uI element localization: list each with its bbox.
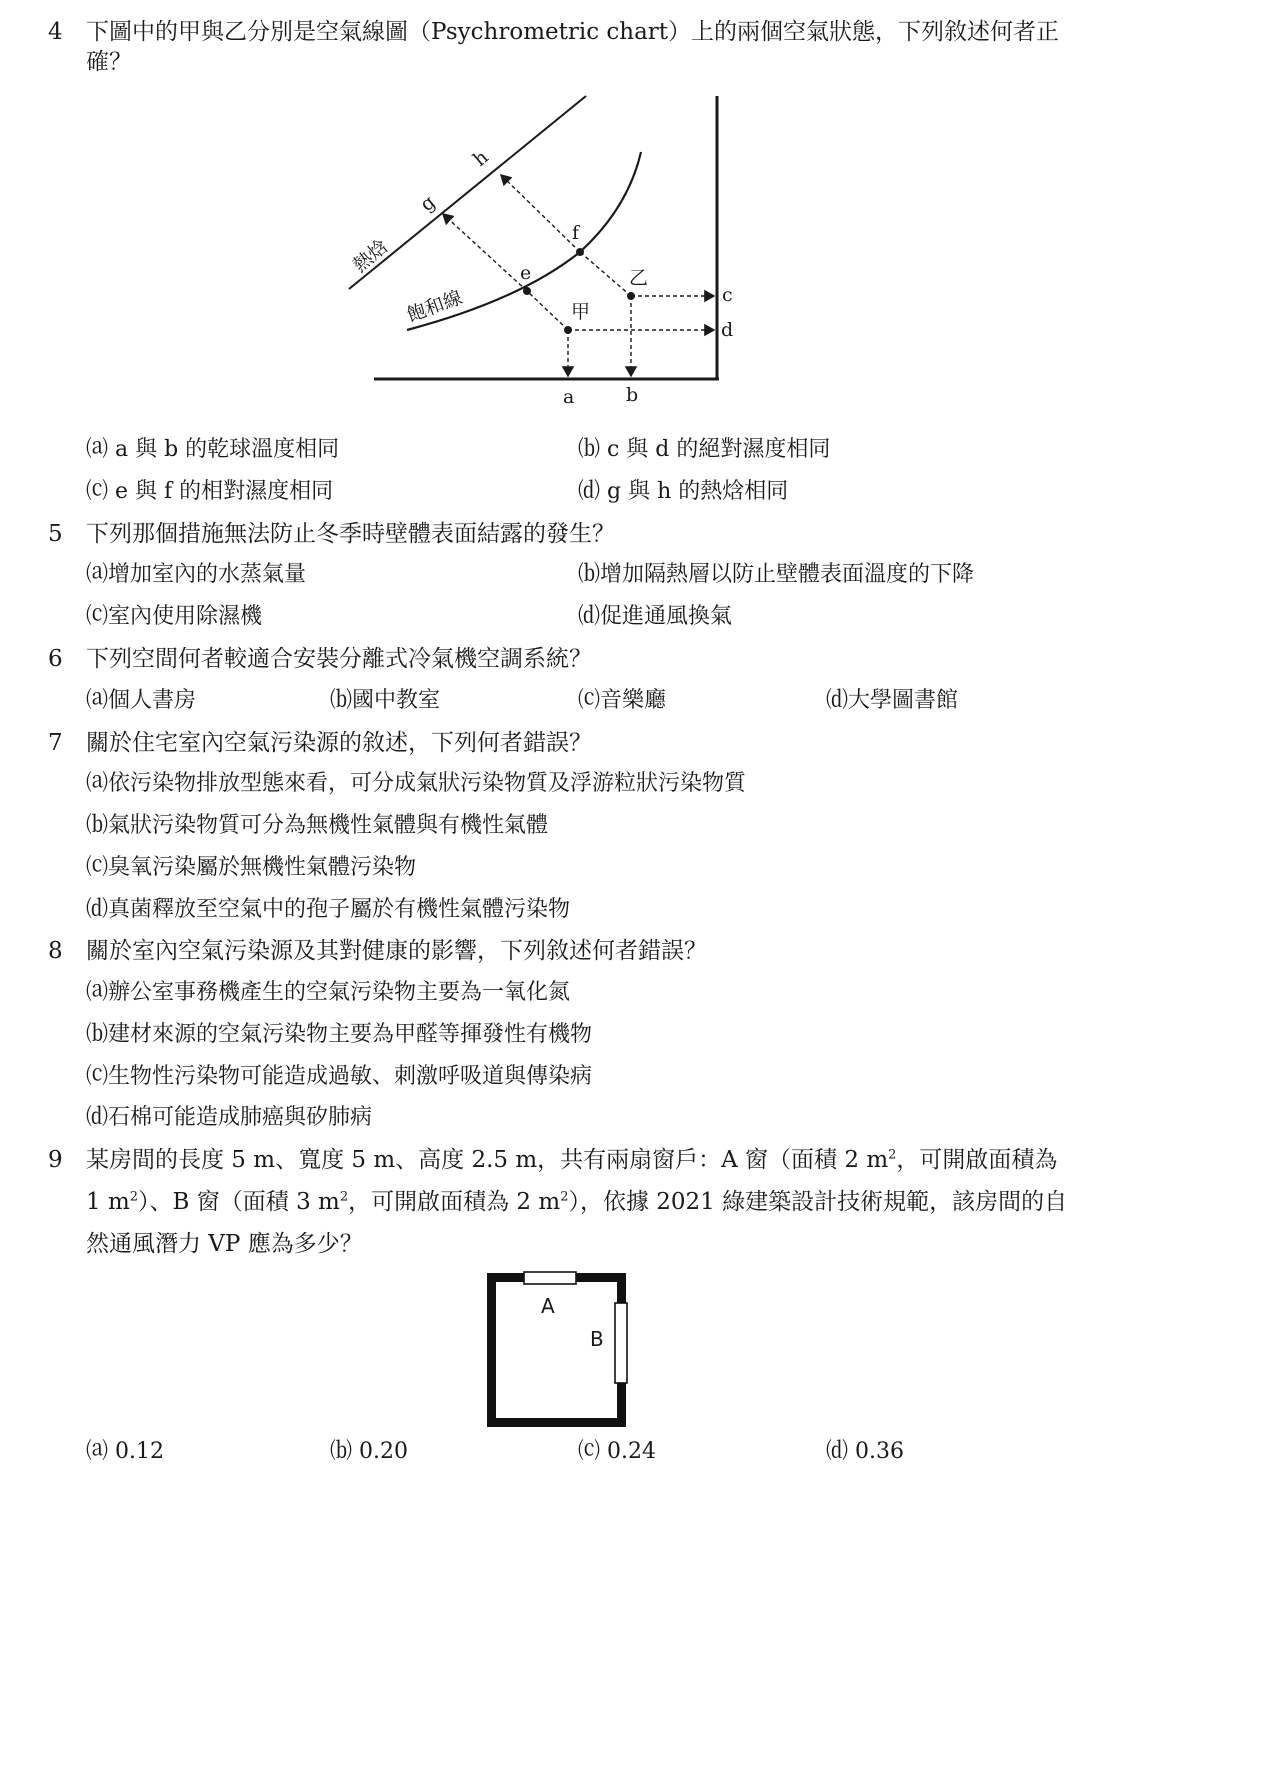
window-a-rect (524, 1272, 576, 1284)
point-jia-dot (564, 326, 572, 334)
q9-line2-part-d: ），依據 2021 綠建築設計技術規範，該房間的自 (568, 1189, 1068, 1215)
q6-option-a: ⒜個人書房 (86, 688, 197, 713)
q4-option-b: ⒝ c 與 d 的絕對濕度相同 (578, 437, 831, 462)
point-f-dot (576, 248, 584, 256)
question-5-text: 下列那個措施無法防止冬季時壁體表面結露的發生？ (86, 521, 615, 547)
window-a-label: A (541, 1294, 555, 1318)
point-f-label: f (572, 222, 580, 244)
jia-to-e-dashed (527, 291, 568, 330)
q7-option-a: ⒜依污染物排放型態來看，可分成氣狀污染物質及浮游粒狀污染物質 (86, 771, 747, 796)
point-e-label: e (520, 262, 532, 284)
question-7-text: 關於住宅室內空氣污染源的敘述，下列何者錯誤？ (86, 730, 592, 756)
question-9-line-3: 然通風潛力 VP 應為多少？ (86, 1231, 363, 1257)
q5-option-d: ⒟促進通風換氣 (578, 604, 733, 629)
q4-option-a: ⒜ a 與 b 的乾球溫度相同 (86, 437, 340, 462)
q8-option-a: ⒜辦公室事務機產生的空氣污染物主要為一氧化氮 (86, 980, 571, 1005)
question-8-number: 8 (48, 938, 63, 964)
f-to-h-dashed (501, 175, 580, 252)
q9-line2-sup-1: 2 (129, 1189, 139, 1205)
q7-option-c: ⒞臭氧污染屬於無機性氣體污染物 (86, 855, 417, 880)
q5-option-a: ⒜增加室內的水蒸氣量 (86, 562, 307, 587)
q9-line2-part-c: ，可開啟面積為 2 m (348, 1189, 561, 1215)
room-plan-figure (480, 1268, 640, 1432)
enthalpy-label: 熱焓 (349, 235, 393, 277)
point-e-dot (523, 287, 531, 295)
q9-line2-part-b: ）、B 窗（面積 3 m (138, 1189, 340, 1215)
q7-option-b: ⒝氣狀污染物質可分為無機性氣體與有機性氣體 (86, 813, 549, 838)
point-a-label: a (563, 386, 575, 408)
q8-option-b: ⒝建材來源的空氣污染物主要為甲醛等揮發性有機物 (86, 1022, 593, 1047)
q9-line1-part-b: ，可開啟面積為 (896, 1147, 1058, 1173)
q9-option-b: ⒝ 0.20 (330, 1439, 408, 1464)
question-7-number: 7 (48, 730, 63, 756)
window-b-label: B (590, 1327, 604, 1351)
point-g-label: g (416, 191, 440, 216)
state-yi-label: 乙 (629, 267, 649, 289)
question-8-text: 關於室內空氣污染源及其對健康的影響，下列敘述何者錯誤？ (86, 938, 707, 964)
question-9-number: 9 (48, 1147, 63, 1173)
psychrometric-chart-figure (330, 88, 740, 418)
q9-line1-part-a: 某房間的長度 5 m、寬度 5 m、高度 2.5 m，共有兩扇窗戶：A 窗（面積 2 m (86, 1147, 889, 1173)
q9-option-a: ⒜ 0.12 (86, 1439, 164, 1464)
q9-option-d: ⒟ 0.36 (826, 1439, 904, 1464)
q7-option-d: ⒟真菌釋放至空氣中的孢子屬於有機性氣體污染物 (86, 897, 571, 922)
q9-line2-sup-2: 2 (339, 1189, 349, 1205)
q6-option-b: ⒝國中教室 (330, 688, 441, 713)
question-6-number: 6 (48, 646, 63, 672)
enthalpy-line (349, 96, 586, 289)
question-4-number: 4 (48, 19, 63, 45)
yi-to-f-dashed (580, 252, 631, 296)
point-yi-dot (627, 292, 635, 300)
q4-option-d: ⒟ g 與 h 的熱焓相同 (578, 479, 789, 504)
window-b-rect (615, 1303, 627, 1383)
q4-option-c: ⒞ e 與 f 的相對濕度相同 (86, 479, 334, 504)
q9-line1-sup: 2 (888, 1147, 897, 1163)
q9-line2-sup-3: 2 (560, 1189, 569, 1205)
q9-line2-part-a: 1 m (86, 1189, 130, 1215)
point-h-label: h (469, 146, 493, 171)
saturation-label: 飽和線 (404, 286, 466, 327)
state-jia-label: 甲 (571, 301, 591, 323)
question-6-text: 下列空間何者較適合安裝分離式冷氣機空調系統？ (86, 646, 592, 672)
q6-option-c: ⒞音樂廳 (578, 688, 667, 713)
q6-option-d: ⒟大學圖書館 (826, 688, 959, 713)
point-d-label: d (721, 319, 734, 341)
q5-option-b: ⒝增加隔熱層以防止壁體表面溫度的下降 (578, 562, 975, 587)
q9-option-c: ⒞ 0.24 (578, 1439, 656, 1464)
q8-option-c: ⒞生物性污染物可能造成過敏、刺激呼吸道與傳染病 (86, 1064, 593, 1089)
point-b-label: b (626, 384, 639, 406)
e-to-g-dashed (443, 214, 527, 291)
point-c-label: c (722, 284, 733, 306)
question-9-line-2 (86, 1187, 1086, 1217)
q5-option-c: ⒞室內使用除濕機 (86, 604, 263, 629)
question-9-line-1 (86, 1145, 1086, 1175)
question-5-number: 5 (48, 521, 63, 547)
question-4-text: 下圖中的甲與乙分別是空氣線圖（Psychrometric chart）上的兩個空氣狀態，下列敘述何者正確？ (86, 19, 1060, 75)
q8-option-d: ⒟石棉可能造成肺癌與矽肺病 (86, 1105, 373, 1130)
